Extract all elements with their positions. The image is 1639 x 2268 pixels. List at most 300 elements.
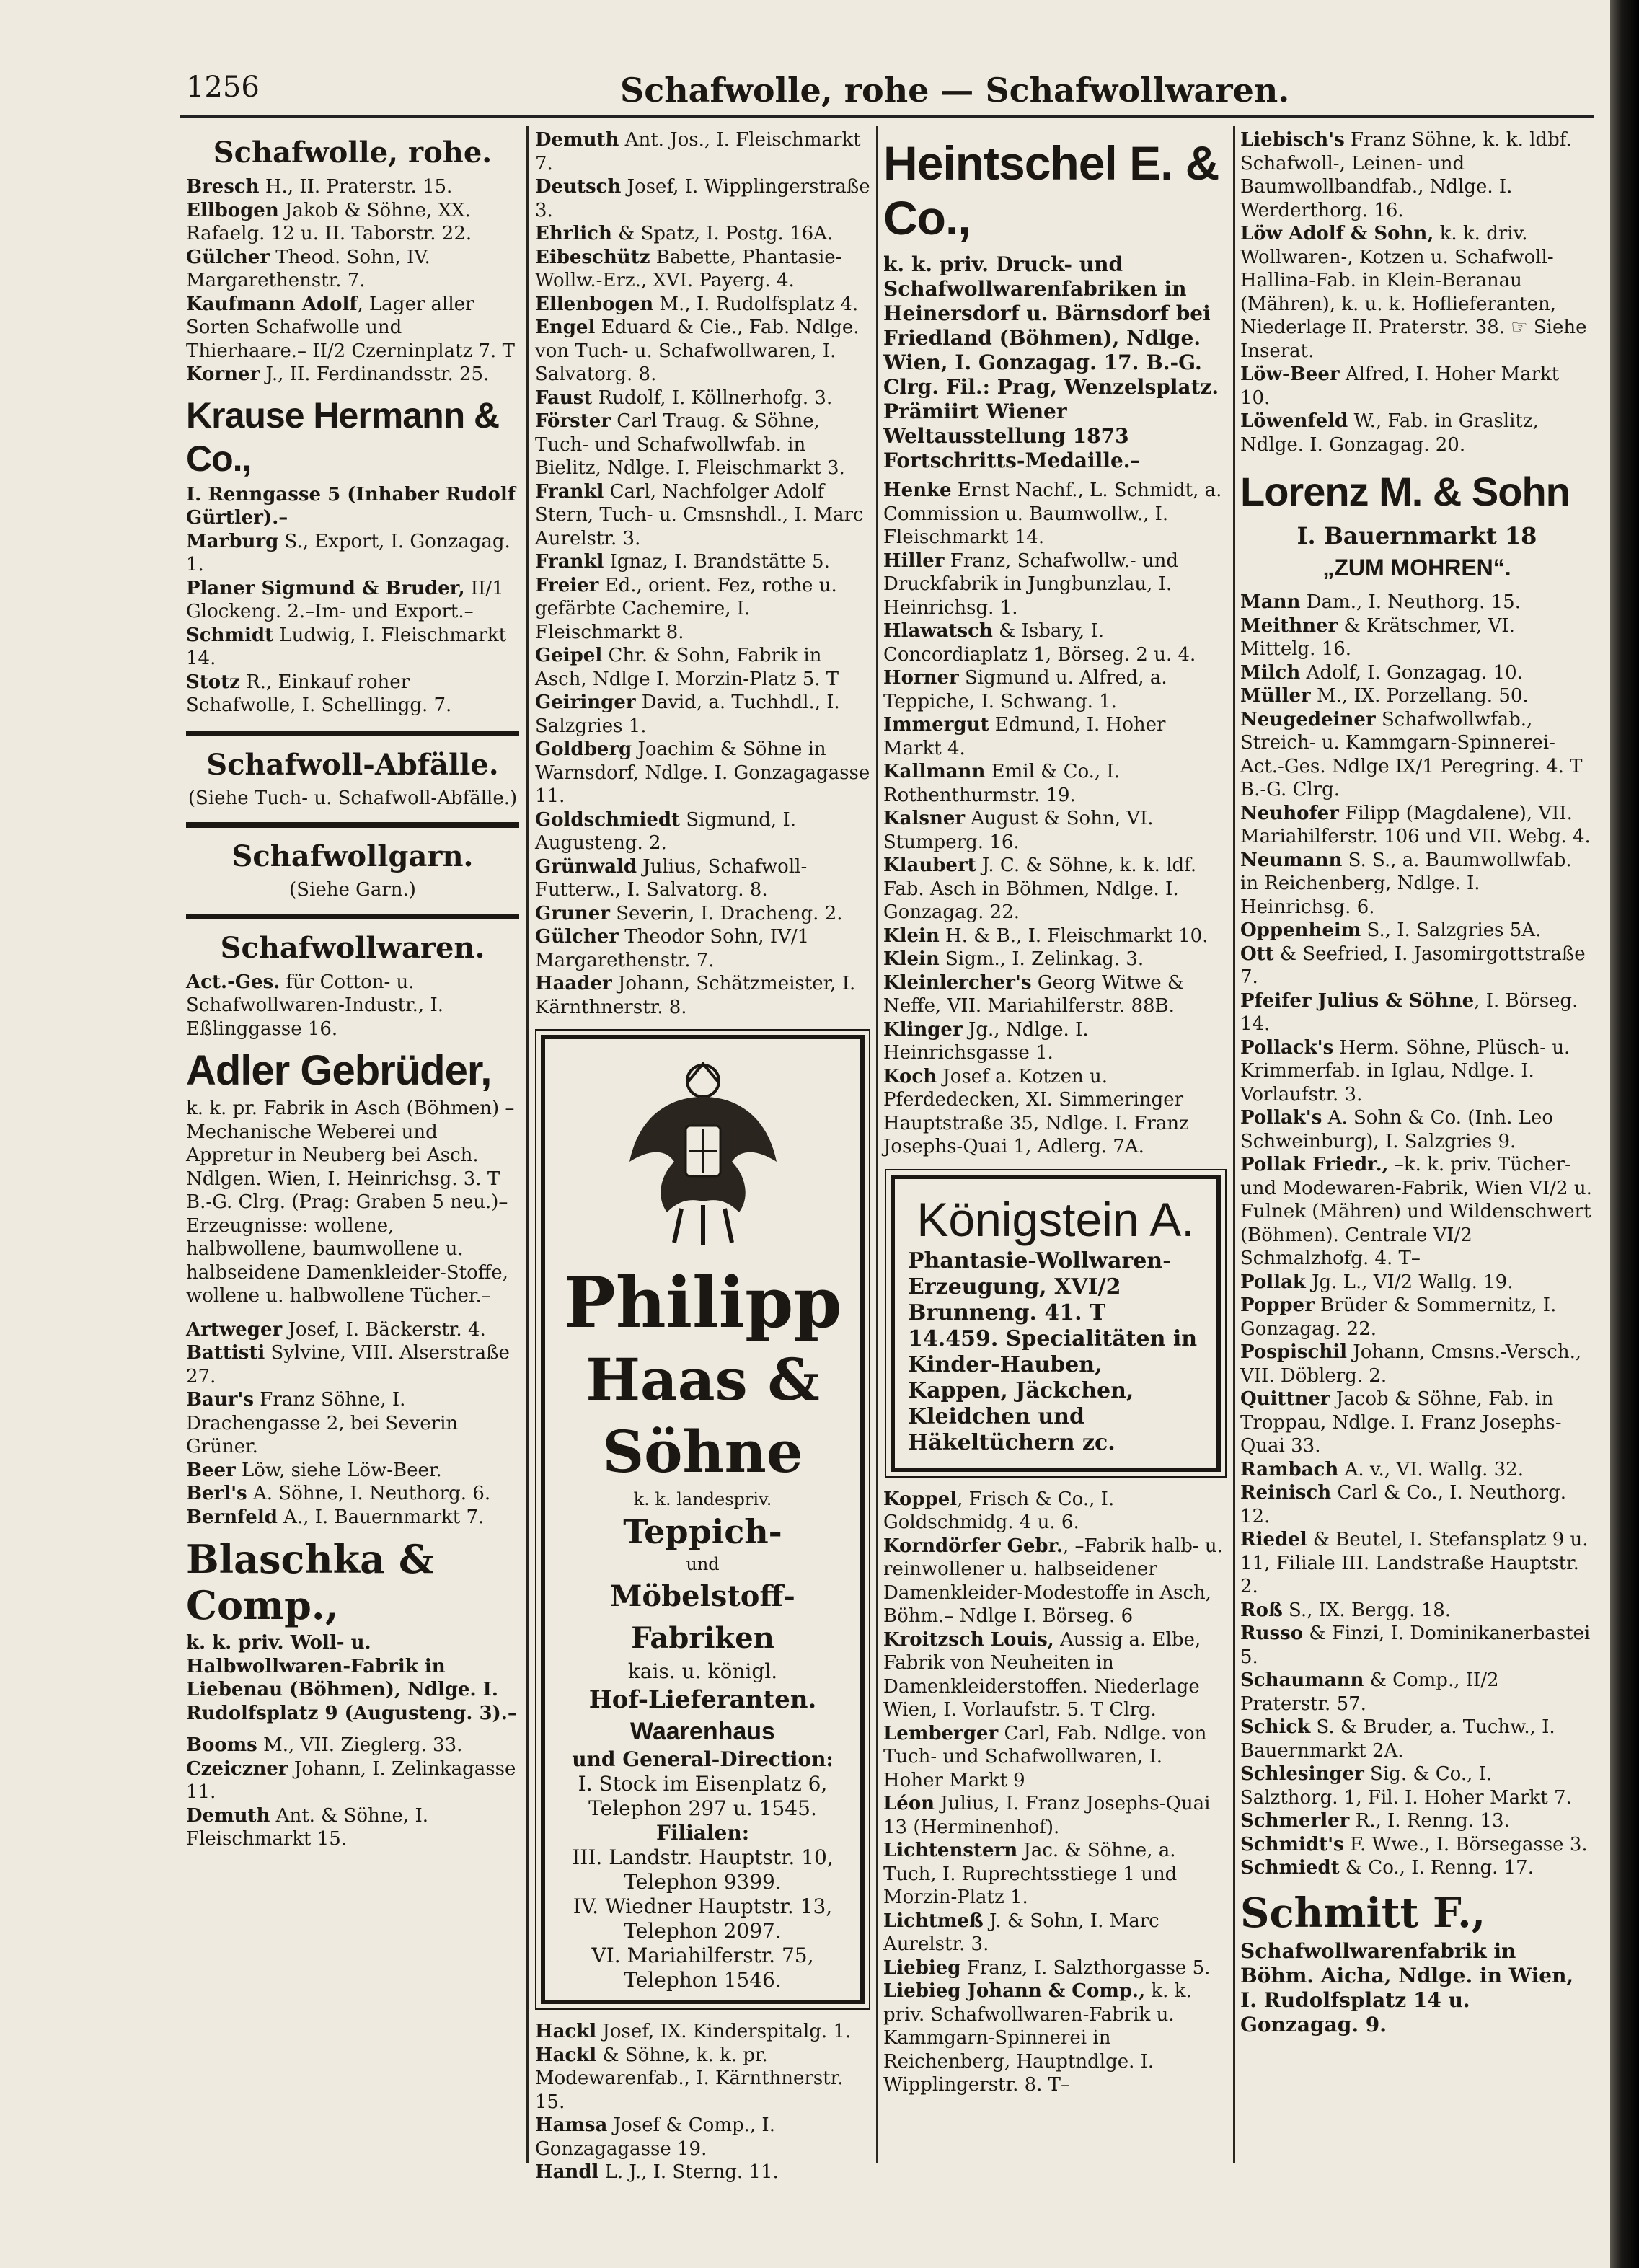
entry-name: Roß — [1240, 1599, 1283, 1621]
entry-details: Georg Witwe & Neffe, VII. Mariahilferstr. 88B. — [883, 971, 1184, 1017]
entry-details: S., Export, I. Gonzagag. 1. — [186, 530, 511, 575]
entry-list — [186, 971, 519, 1041]
entry-details: Carl, Fab. Ndlge. von Tuch- und Schafwollwaren, I. Hoher Markt 9 — [883, 1722, 1207, 1791]
entry-details: L. J., I. Sterng. 11. — [598, 2161, 779, 2183]
directory-entry — [535, 691, 870, 738]
section-note: (Siehe Garn.) — [289, 878, 416, 901]
entry-details: Sigmund u. Alfred, a. Teppiche, I. Schwang. 1. — [883, 667, 1167, 712]
entry-details: J. & Sohn, I. Marc Aurelstr. 3. — [883, 1910, 1159, 1955]
entry-details: Josef, I. Bäckerstr. 4. — [282, 1318, 486, 1341]
entry-name: Riedel — [1240, 1529, 1307, 1550]
entry-name: Kalsner — [883, 808, 966, 829]
double-eagle-crest-icon — [624, 1054, 782, 1256]
entry-name: Goldberg — [535, 738, 632, 760]
advert-text: Hof-Lieferanten. — [588, 1685, 817, 1714]
entry-details: Dam., I. Neuthorg. 15. — [1300, 591, 1521, 613]
entry-name: Beer — [186, 1459, 236, 1481]
entry-name: Haader — [535, 973, 612, 994]
advert-text: und General-Direction: — [572, 1747, 834, 1771]
advert-firm-name: Haas & Söhne — [586, 1346, 820, 1486]
advert-text: Telephon 297 u. 1545. — [588, 1796, 817, 1820]
entry-name: Lemberger — [883, 1722, 999, 1744]
entry-name: Hackl — [535, 2044, 597, 2066]
entry-name: Schmerler — [1240, 1810, 1350, 1832]
entry-name: Planer Sigmund & Bruder, — [186, 577, 465, 599]
entry-name: Geiringer — [535, 692, 636, 713]
entry-name: Baur's — [186, 1389, 255, 1411]
directory-entry — [883, 666, 1228, 713]
entry-details: & Comp., II/2 Praterstr. 57. — [1240, 1669, 1499, 1715]
directory-entry — [1240, 614, 1594, 661]
directory-entry — [535, 480, 870, 551]
entry-name: Marburg — [186, 530, 279, 552]
advert-philipp-haas — [541, 1035, 865, 2004]
entry-details: Julius, I. Franz Josephs-Quai 13 (Herminenhof). — [883, 1793, 1211, 1838]
advert-text: Telephon 1546. — [624, 1968, 782, 1992]
entry-name: Schaumann — [1240, 1669, 1364, 1691]
entry-list — [1240, 591, 1594, 1880]
entry-name: Kallmann — [883, 761, 986, 782]
directory-entry — [1240, 1669, 1594, 1716]
directory-entry — [1240, 684, 1594, 708]
entry-details: & Isbary, I. Concordiaplatz 1, Börseg. 2 u. 4. — [883, 620, 1196, 666]
advert-text: Phantasie-Wollwaren-Erzeugung, XVI/2 Brunneng. 41. T 14.459. Specialitäten in Kinder-Hauben, Kappen, Jäckchen, Kleidchen und Häkeltüchern zc. — [908, 1248, 1198, 1455]
entry-name: Bernfeld — [186, 1506, 278, 1528]
directory-entry — [883, 971, 1228, 1018]
advert-firm-name: Philipp — [563, 1262, 842, 1343]
directory-entry — [1240, 1762, 1594, 1809]
entry-details: Julius, Schafwoll-Futterw., I. Salvatorg. 8. — [535, 855, 808, 901]
directory-entry — [883, 1839, 1228, 1910]
directory-entry — [883, 550, 1228, 620]
directory-entry — [1240, 1036, 1594, 1107]
directory-entry — [535, 2020, 870, 2044]
entry-details: & Söhne, k. k. pr. Modewarenfab., I. Kärnthnerstr. 15. — [535, 2044, 844, 2113]
advert-text: IV. Wiedner Hauptstr. 13, — [573, 1894, 833, 1918]
entry-details: Filipp (Magdalene), VII. Mariahilferstr. 106 und VII. Webg. 4. — [1240, 802, 1591, 847]
entry-name: Oppenheim — [1240, 919, 1361, 941]
entry-name: Lichtmeß — [883, 1910, 984, 1932]
entry-details: Theod. Sohn, IV. Margarethenstr. 7. — [186, 246, 430, 291]
directory-entry — [535, 316, 870, 387]
entry-name: Meithner — [1240, 614, 1338, 637]
entry-details: Ant. Jos., I. Fleischmarkt 7. — [535, 129, 861, 175]
entry-details: A. v., VI. Wallg. 32. — [1338, 1458, 1524, 1481]
firm-heading-heintschel: Heintschel E. & Co., — [883, 136, 1219, 244]
directory-entry — [535, 222, 870, 246]
directory-entry — [535, 293, 870, 317]
entry-name: Schlesinger — [1240, 1763, 1364, 1785]
directory-entry — [186, 293, 519, 363]
entry-details: Johann, Cmsns.-Versch., VII. Döblerg. 2. — [1240, 1341, 1582, 1387]
entry-details: J. C. & Söhne, k. k. ldf. Fab. Asch in Böhmen, Ndlge. I. Gonzagag. 22. — [883, 855, 1197, 923]
directory-entry — [1240, 1856, 1594, 1880]
entry-details: Sig. & Co., I. Salzthorg. 1, Fil. I. Hoher Markt 7. — [1240, 1763, 1572, 1809]
directory-entry — [1240, 1341, 1594, 1387]
entry-list — [535, 2020, 870, 2184]
section-heading: Schafwoll-Abfälle. — [206, 747, 499, 782]
entry-name: Schmidt's — [1240, 1833, 1344, 1856]
entry-details: M., I. Rudolfsplatz 4. — [653, 293, 859, 315]
advert-text: Waarenhaus — [630, 1718, 775, 1745]
directory-entry — [535, 574, 870, 645]
directory-entry — [1240, 1153, 1594, 1271]
directory-entry — [883, 1535, 1228, 1628]
entry-details: Ignaz, I. Brandstätte 5. — [604, 551, 830, 573]
directory-entry — [1240, 1833, 1594, 1857]
directory-entry — [883, 854, 1228, 925]
directory-entry — [535, 925, 870, 972]
entry-name: Demuth — [535, 129, 619, 151]
entry-name: Ott — [1240, 943, 1274, 965]
directory-entry — [535, 175, 870, 222]
column-rule — [526, 126, 529, 2163]
entry-details: Franz, I. Salzthorgasse 5. — [960, 1956, 1211, 1979]
firm-lorenz-address: I. Bauernmarkt 18 — [1296, 522, 1537, 550]
entry-name: Milch — [1240, 661, 1301, 684]
entry-details: Josef a. Kotzen u. Pferdedecken, XI. Simmeringer Hauptstraße 35, Ndlge. I. Franz Josephs-Quai 1, Adlerg. 7A. — [883, 1065, 1189, 1157]
entry-name: Schmiedt — [1240, 1857, 1340, 1879]
page-heading: Schafwolle, rohe — Schafwollwaren. — [620, 71, 1290, 110]
entry-details: S., I. Salzgries 5A. — [1361, 919, 1542, 941]
advert-text: III. Landstr. Hauptstr. 10, — [572, 1845, 834, 1869]
entry-name: Engel — [535, 317, 596, 338]
directory-entry — [535, 2044, 870, 2114]
entry-details: Löw, siehe Löw-Beer. — [235, 1459, 442, 1481]
firm-krause-details: I. Renngasse 5 (Inhaber Rudolf Gürtler).– — [186, 483, 516, 529]
entry-name: Goldschmiedt — [535, 808, 681, 831]
advert-text: Filialen: — [655, 1821, 750, 1845]
directory-entry — [186, 1506, 519, 1530]
directory-entry — [883, 925, 1228, 948]
entry-details: Rudolf, I. Köllnerhofg. 3. — [592, 387, 833, 409]
header-rule — [180, 115, 1594, 118]
entry-details: , –Fabrik halb- u. reinwollener u. halbseidener Damenkleider-Modestoffe in Asch, Böhm.– Ndlge I. Börseg. 6 — [883, 1535, 1223, 1627]
column-rule — [1233, 126, 1235, 2163]
directory-entry — [1240, 363, 1594, 410]
entry-details: Jg., Ndlge. I. Heinrichsgasse 1. — [883, 1018, 1089, 1064]
directory-entry — [186, 246, 519, 293]
directory-entry — [1240, 661, 1594, 685]
directory-entry — [1240, 1271, 1594, 1294]
firm-adler-details: k. k. pr. Fabrik in Asch (Böhmen) –Mechanische Weberei und Appretur in Neuberg bei Asch. Ndlgen. Wien, I. Heinrichsg. 3. T B.-G. Clrg. (Prag: Graben 5 neu.)–Erzeugnisse: wollene, halbwollene, baumwollene u. halbseidene Damenkleider-Stoffe, wollene u. halbwollene Tücher.– — [186, 1098, 515, 1307]
entry-details: A. Sohn & Co. (Inh. Leo Schweinburg), I. Salzgries 9. — [1240, 1107, 1553, 1152]
entry-details: Johann, Schätzmeister, I. Kärnthnerstr. 8. — [535, 973, 856, 1018]
entry-name: Stotz — [186, 671, 240, 693]
directory-entry — [1240, 1481, 1594, 1528]
entry-name: Artweger — [186, 1318, 283, 1341]
entry-details: Josef, I. Wipplingerstraße 3. — [535, 176, 870, 221]
section-rule — [186, 914, 519, 919]
entry-name: Frankl — [535, 480, 604, 503]
firm-blaschka-details: k. k. priv. Woll- u. Halbwollwaren-Fabrik in Liebenau (Böhmen), Ndlge. I. Rudolfsplatz 9 (Augusteng. 3).– — [186, 1632, 517, 1724]
firm-heading-adler: Adler Gebrüder, — [186, 1047, 492, 1094]
entry-list — [535, 128, 870, 1019]
entry-details: Carl & Co., I. Neuthorg. 12. — [1240, 1482, 1567, 1527]
entry-details: & Finzi, I. Dominikanerbastei 5. — [1240, 1623, 1591, 1668]
entry-name: Hiller — [883, 550, 945, 572]
entry-details: Jakob & Söhne, XX. Rafaelg. 12 u. II. Taborstr. 22. — [186, 199, 472, 244]
column-4 — [1240, 128, 1594, 2148]
directory-entry — [186, 577, 519, 624]
directory-entry — [186, 1388, 519, 1459]
entry-name: Korndörfer Gebr. — [883, 1535, 1063, 1557]
entry-details: Herm. Söhne, Plüsch- u. Krimmerfab. in Iglau, Ndlge. I. Vorlaufstr. 3. — [1240, 1036, 1570, 1106]
firm-heading-krause: Krause Hermann & Co., — [186, 394, 500, 479]
entry-name: Kleinlercher's — [883, 971, 1032, 994]
entry-name: Löwenfeld — [1240, 410, 1348, 432]
directory-entry — [186, 199, 519, 246]
entry-details: Franz Söhne, k. k. ldbf. Schafwoll-, Leinen- und Baumwollbandfab., Ndlge. I. Werderthorg. 16. — [1240, 129, 1572, 221]
directory-entry — [1240, 591, 1594, 614]
entry-name: Henke — [883, 480, 952, 501]
directory-entry — [1240, 1106, 1594, 1153]
entry-details: Babette, Phantasie-Wollw.-Erz., XVI. Payerg. 4. — [535, 246, 842, 291]
book-edge — [1610, 0, 1639, 2268]
entry-list — [186, 1318, 519, 1530]
entry-name: Gruner — [535, 902, 610, 925]
directory-entry — [535, 2161, 870, 2184]
directory-entry — [186, 175, 519, 199]
directory-entry — [535, 550, 870, 574]
entry-details: Ed., orient. Fez, rothe u. gefärbte Cachemire, I. Fleischmarkt 8. — [535, 574, 837, 643]
directory-entry — [186, 363, 519, 387]
entry-details: –k. k. priv. Tücher- und Modewaren-Fabrik, Wien VI/2 u. Fulnek (Mähren) und Wildenschwert (Böhmen). Centrale VI/2 Schmalzhofg. 4. T– — [1240, 1154, 1592, 1269]
entry-name: Koch — [883, 1065, 937, 1087]
directory-entry — [883, 479, 1228, 550]
entry-list — [883, 479, 1228, 1159]
directory-entry — [1240, 410, 1594, 456]
entry-details: August & Sohn, VI. Stumperg. 16. — [883, 808, 1154, 853]
section-rule — [186, 731, 519, 736]
directory-entry — [535, 855, 870, 902]
entry-name: Czeiczner — [186, 1757, 288, 1780]
directory-entry — [883, 1018, 1228, 1065]
directory-entry — [535, 644, 870, 691]
entry-name: Löw-Beer — [1240, 363, 1340, 385]
entry-details: & Krätschmer, VI. Mittelg. 16. — [1240, 614, 1515, 660]
section-note: (Siehe Tuch- u. Schafwoll-Abfälle.) — [187, 787, 518, 809]
directory-entry — [1240, 708, 1594, 802]
entry-details: Aussig a. Elbe, Fabrik von Neuheiten in Damenkleiderstoffen. Niederlage Wien, I. Vorlaufstr. 5. T Clrg. — [883, 1628, 1201, 1721]
directory-entry — [883, 1980, 1228, 2097]
advert-text: k. k. landespriv. — [633, 1489, 772, 1509]
directory-entry — [883, 807, 1228, 854]
directory-entry — [1240, 1387, 1594, 1458]
entry-name: Lichtenstern — [883, 1840, 1018, 1861]
directory-entry — [1240, 1458, 1594, 1482]
entry-name: Reinisch — [1240, 1482, 1332, 1504]
entry-details: Carl Traug. & Söhne, Tuch- und Schafwollwfab. in Bielitz, Ndlge. I. Fleischmarkt 3. — [535, 410, 845, 479]
entry-details: II/1 Glockeng. 2.–Im- und Export.– — [186, 577, 504, 622]
firm-heading-schmitt: Schmitt F., — [1240, 1889, 1486, 1937]
entry-details: W., Fab. in Graslitz, Ndlge. I. Gonzagag. 20. — [1240, 410, 1539, 456]
entry-name: Pollak Friedr., — [1240, 1154, 1389, 1175]
entry-name: Popper — [1240, 1294, 1315, 1316]
entry-name: Quittner — [1240, 1388, 1330, 1410]
advert-koenigstein — [891, 1175, 1221, 1472]
firm-schmitt-details: Schafwollwarenfabrik in Böhm. Aicha, Ndlge. in Wien, I. Rudolfsplatz 14 u. Gonzagag. 9. — [1240, 1938, 1574, 2037]
directory-entry — [1240, 919, 1594, 943]
entry-name: Schick — [1240, 1716, 1311, 1738]
entry-name: Booms — [186, 1734, 257, 1756]
entry-name: Pollak — [1240, 1271, 1306, 1293]
entry-name: Pollak's — [1240, 1107, 1322, 1129]
directory-entry — [883, 1488, 1228, 1535]
directory-entry — [1240, 989, 1594, 1036]
entry-details: Johann, I. Zelinkagasse 11. — [186, 1757, 516, 1803]
directory-entry — [1240, 1809, 1594, 1833]
entry-details: Ludwig, I. Fleischmarkt 14. — [186, 624, 507, 669]
entry-name: Löw Adolf & Sohn, — [1240, 223, 1434, 244]
directory-entry — [883, 1628, 1228, 1722]
directory-entry — [883, 619, 1228, 666]
entry-name: Klinger — [883, 1018, 963, 1041]
entry-name: Klein — [883, 948, 940, 970]
entry-name: Mann — [1240, 591, 1301, 613]
entry-details: Schafwollwfab., Streich- u. Kammgarn-Spinnerei-Act.-Ges. Ndlge IX/1 Peregring. 4. T B.-G. Clrg. — [1240, 708, 1583, 800]
directory-entry — [883, 1722, 1228, 1793]
directory-entry — [535, 246, 870, 293]
directory-entry — [1240, 222, 1594, 363]
entry-details: David, a. Tuchhdl., I. Salzgries 1. — [535, 692, 840, 737]
entry-details: & Co., I. Renng. 17. — [1339, 1857, 1534, 1879]
directory-entry — [1240, 849, 1594, 919]
entry-details: M., VII. Zieglerg. 33. — [257, 1734, 463, 1756]
entry-details: A., I. Bauernmarkt 7. — [277, 1506, 485, 1528]
firm-heading-blaschka: Blaschka & Comp., — [186, 1536, 434, 1628]
entry-details: A. Söhne, I. Neuthorg. 6. — [247, 1483, 491, 1504]
entry-name: Handl — [535, 2161, 599, 2183]
entry-details: , Frisch & Co., I. Goldschmidg. 4 u. 6. — [883, 1488, 1115, 1533]
entry-details: J., II. Ferdinandsstr. 25. — [260, 363, 490, 385]
entry-details: H., II. Praterstr. 15. — [259, 176, 453, 198]
directory-entry — [186, 1482, 519, 1506]
directory-entry — [186, 671, 519, 718]
entry-details: R., Einkauf roher Schafwolle, I. Schellingg. 7. — [186, 671, 452, 716]
column-rule — [876, 126, 878, 2163]
entry-details: Josef, IX. Kinderspitalg. 1. — [596, 2021, 852, 2042]
entry-name: Schmidt — [186, 624, 274, 646]
entry-details: Theodor Sohn, IV/1 Margarethenstr. 7. — [535, 926, 810, 971]
entry-details: Edmund, I. Hoher Markt 4. — [883, 714, 1166, 759]
entry-details: Joachim & Söhne in Warnsdorf, Ndlge. I. Gonzagagasse 11. — [535, 738, 870, 807]
entry-details: S., IX. Bergg. 18. — [1282, 1599, 1452, 1621]
advert-text: und — [686, 1554, 720, 1574]
entry-name: Gülcher — [535, 926, 619, 948]
entry-name: Bresch — [186, 176, 260, 198]
entry-name: Berl's — [186, 1483, 247, 1504]
directory-entry — [883, 1956, 1228, 1980]
directory-entry — [535, 387, 870, 410]
directory-entry — [1240, 1599, 1594, 1623]
directory-entry — [1240, 1716, 1594, 1762]
entry-details: Jacob & Söhne, Fab. in Troppau, Ndlge. I. Franz Josephs-Quai 33. — [1240, 1388, 1562, 1457]
entry-details: Emil & Co., I. Rothenthurmstr. 19. — [883, 761, 1120, 806]
entry-details: M., IX. Porzellang. 50. — [1310, 685, 1529, 707]
page-number: 1256 — [186, 71, 260, 104]
entry-name: Rambach — [1240, 1458, 1339, 1481]
entry-name: Pollack's — [1240, 1036, 1334, 1059]
directory-entry — [186, 530, 519, 577]
directory-entry — [535, 972, 870, 1019]
entry-name: Kaufmann Adolf — [186, 293, 358, 315]
entry-details: Brüder & Sommernitz, I. Gonzagag. 22. — [1240, 1294, 1557, 1340]
directory-entry — [883, 1792, 1228, 1839]
directory-entry — [535, 410, 870, 480]
entry-list — [186, 1734, 519, 1851]
entry-list — [883, 1488, 1228, 2097]
entry-details: Severin, I. Dracheng. 2. — [609, 902, 843, 925]
entry-name: Klein — [883, 925, 940, 947]
entry-details: Sigm., I. Zelinkag. 3. — [939, 948, 1144, 970]
entry-details: & Spatz, I. Postg. 16A. — [611, 223, 834, 244]
entry-details: Josef & Comp., I. Gonzagagasse 19. — [535, 2114, 775, 2160]
entry-details: Chr. & Sohn, Fabrik in Asch, Ndlge I. Morzin-Platz 5. T — [535, 645, 839, 690]
directory-entry — [1240, 128, 1594, 222]
advert-text: Möbelstoff-Fabriken — [610, 1579, 795, 1655]
advert-text: I. Stock im Eisenplatz 6, — [578, 1772, 828, 1796]
section-heading: Schafwollwaren. — [220, 930, 485, 965]
directory-entry — [1240, 1622, 1594, 1669]
entry-name: Pfeifer Julius & Söhne — [1240, 989, 1475, 1012]
entry-name: Liebieg Johann & Comp., — [883, 1980, 1146, 2002]
directory-entry — [535, 808, 870, 855]
directory-entry — [1240, 1294, 1594, 1341]
entry-details: Sigmund, I. Augusteng. 2. — [535, 808, 796, 854]
directory-entry — [186, 624, 519, 671]
firm-lorenz-tagline: „ZUM MOHREN“. — [1322, 555, 1511, 581]
entry-details: Franz, Schafwollw.- und Druckfabrik in Jungbunzlau, I. Heinrichsg. 1. — [883, 550, 1179, 619]
entry-name: Demuth — [186, 1804, 270, 1827]
entry-name: Faust — [535, 387, 593, 409]
directory-entry — [883, 1065, 1228, 1159]
directory-entry — [883, 1910, 1228, 1956]
directory-entry — [883, 948, 1228, 971]
section-rule — [186, 822, 519, 828]
entry-name: Liebieg — [883, 1956, 961, 1979]
entry-name: Kroitzsch Louis, — [883, 1628, 1054, 1651]
entry-name: Neuhofer — [1240, 802, 1339, 824]
entry-name: Koppel — [883, 1488, 958, 1510]
entry-list — [186, 175, 519, 387]
entry-list — [1240, 128, 1594, 456]
advert-text: VI. Mariahilferstr. 75, — [591, 1943, 814, 1967]
directory-entry — [883, 713, 1228, 760]
entry-details: Eduard & Cie., Fab. Ndlge. von Tuch- u. Schafwollwaren, I. Salvatorg. 8. — [535, 317, 860, 385]
directory-entry — [1240, 943, 1594, 989]
advert-firm-name: Königstein A. — [916, 1192, 1195, 1246]
entry-name: Horner — [883, 667, 959, 689]
entry-details: für Cotton- u. Schafwollwaren-Industr., I. Eßlinggasse 16. — [186, 971, 443, 1040]
entry-name: Léon — [883, 1793, 935, 1814]
entry-details: Jg. L., VI/2 Wallg. 19. — [1305, 1271, 1514, 1293]
entry-details: & Seefried, I. Jasomirgottstraße 7. — [1240, 943, 1586, 988]
entry-name: Ellbogen — [186, 199, 279, 221]
entry-name: Ehrlich — [535, 223, 612, 244]
firm-heintschel-details: k. k. priv. Druck- und Schafwollwarenfabriken in Heinersdorf u. Bärnsdorf bei Friedland (Böhmen), Ndlge. Wien, I. Gonzagag. 17. B.-G. Clrg. Fil.: Prag, Wenzelsplatz. Prämiirt Wiener Weltausstellung 1873 Fortschritts-Medaille.– — [883, 252, 1219, 472]
entry-details: , I. Börseg. 14. — [1240, 989, 1578, 1035]
entry-name: Korner — [186, 363, 260, 385]
column-2 — [535, 128, 870, 2183]
entry-name: Freier — [535, 574, 599, 596]
section-heading: Schafwolle, rohe. — [213, 136, 492, 169]
entry-details: Jac. & Söhne, a. Tuch, I. Ruprechtsstiege 1 und Morzin-Platz 1. — [883, 1840, 1178, 1908]
advert-text: Telephon 9399. — [624, 1870, 782, 1894]
entry-name: Deutsch — [535, 176, 622, 198]
directory-entry — [186, 1459, 519, 1483]
advert-text: Telephon 2097. — [624, 1919, 782, 1943]
